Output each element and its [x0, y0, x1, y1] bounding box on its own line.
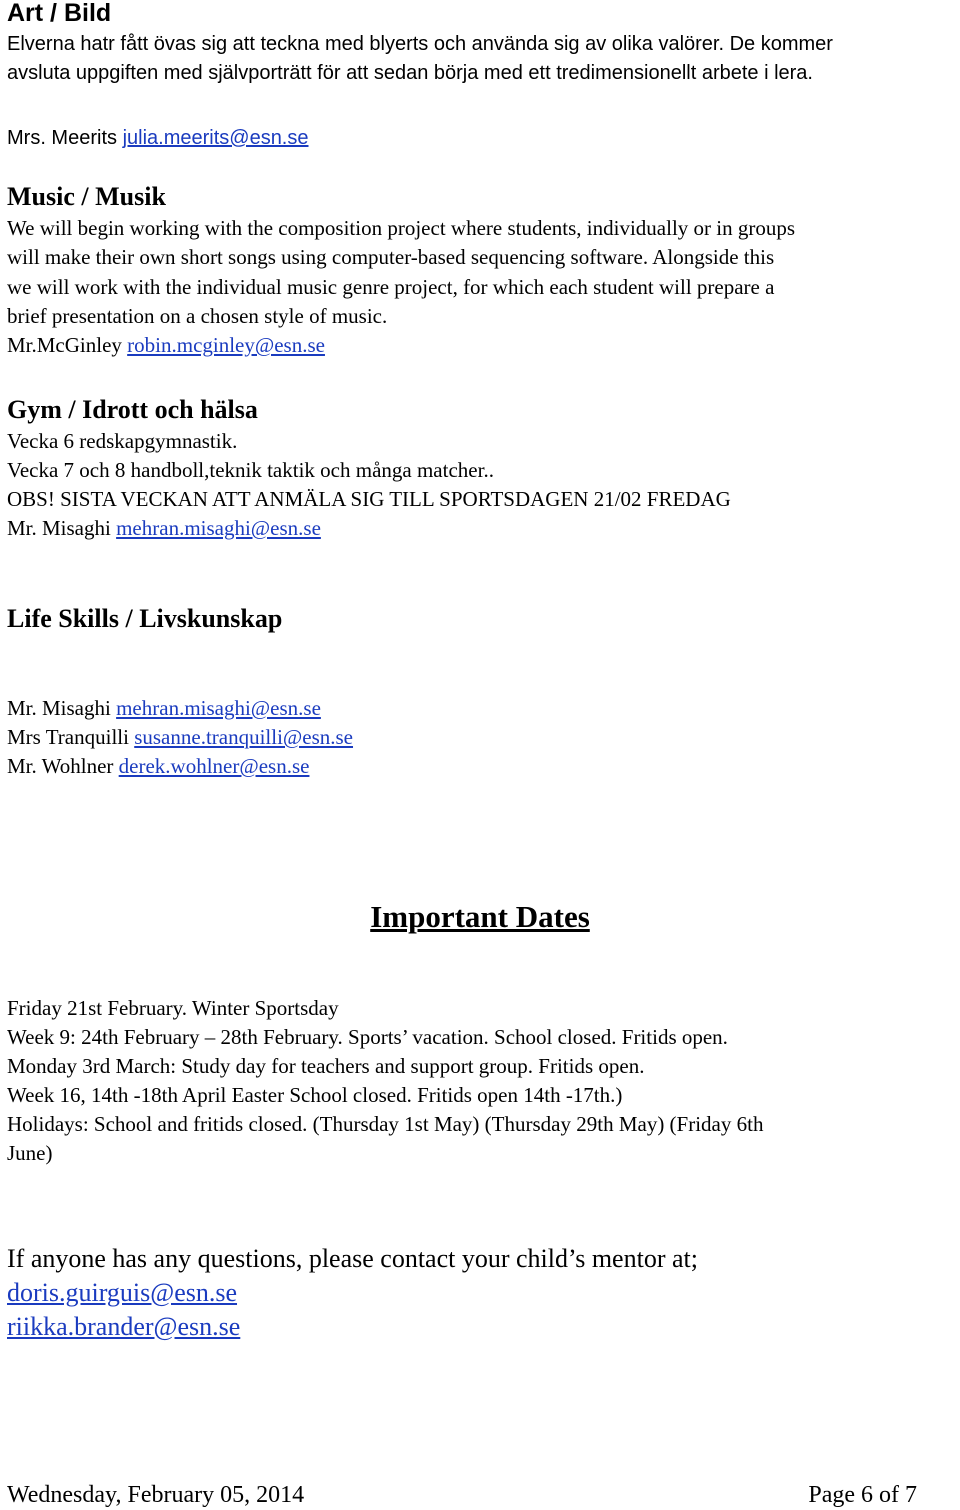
- date-line-5: Holidays: School and fritids closed. (Thursday 1st May) (Thursday 29th May) (Friday 6th: [7, 1112, 764, 1136]
- life-skills-contact-name: Mrs Tranquilli: [7, 725, 129, 749]
- gym-text-line-1: Vecka 6 redskapgymnastik.: [7, 429, 238, 453]
- mentor-email-2: [7, 1310, 240, 1344]
- footer-date: Wednesday, February 05, 2014: [7, 1482, 305, 1508]
- life-skills-contact-email-link[interactable]: mehran.misaghi@esn.se: [116, 696, 321, 720]
- art-heading: Art / Bild: [7, 0, 112, 27]
- date-line-1: Friday 21st February. Winter Sportsday: [7, 996, 339, 1020]
- art-text-line-2: avsluta uppgiften med självporträtt för att sedan börja med ett tredimensionellt arbete i lera.: [7, 62, 813, 84]
- life-skills-contact-name: Mr. Wohlner: [7, 754, 114, 778]
- important-dates-heading: Important Dates: [370, 899, 590, 934]
- mentor-email-link[interactable]: riikka.brander@esn.se: [7, 1312, 241, 1341]
- contact-text: If anyone has any questions, please contact your child’s mentor at;: [7, 1244, 698, 1273]
- music-text-line-1: We will begin working with the composition project where students, individually or in groups: [7, 216, 796, 240]
- music-text-line-4: brief presentation on a chosen style of music.: [7, 304, 388, 328]
- gym-teacher-email-link[interactable]: mehran.misaghi@esn.se: [116, 516, 321, 540]
- date-line-4: Week 16, 14th -18th April Easter School closed. Fritids open 14th -17th.): [7, 1083, 623, 1107]
- gym-contact: [7, 514, 321, 543]
- life-skills-contact-name: Mr. Misaghi: [7, 696, 111, 720]
- music-text-line-3: we will work with the individual music genre project, for which each student will prepare a: [7, 275, 775, 299]
- art-teacher-email-link[interactable]: julia.meerits@esn.se: [122, 127, 309, 149]
- gym-text-line-3: OBS! SISTA VECKAN ATT ANMÄLA SIG TILL SPORTSDAGEN 21/02 FREDAG: [7, 487, 731, 511]
- gym-text-line-2: Vecka 7 och 8 handboll,teknik taktik och många matcher..: [7, 458, 494, 482]
- art-teacher-name: Mrs. Meerits: [7, 127, 117, 149]
- music-text-line-2: will make their own short songs using computer-based sequencing software. Alongside this: [7, 245, 775, 269]
- date-line-6: June): [7, 1141, 53, 1165]
- mentor-email-link[interactable]: doris.guirguis@esn.se: [7, 1278, 238, 1307]
- date-line-3: Monday 3rd March: Study day for teachers and support group. Fritids open.: [7, 1054, 645, 1078]
- gym-heading: Gym / Idrott och hälsa: [7, 395, 258, 424]
- footer-page-number: Page 6 of 7: [808, 1482, 917, 1508]
- mentor-email-1: [7, 1276, 237, 1310]
- art-text-line-1: Elverna hatr fått övas sig att teckna med blyerts och använda sig av olika valörer. De kommer: [7, 33, 833, 55]
- life-skills-contact-email-link[interactable]: susanne.tranquilli@esn.se: [134, 725, 354, 749]
- music-heading: Music / Musik: [7, 182, 166, 211]
- life-skills-contact-3: [7, 752, 309, 781]
- life-skills-contact-email-link[interactable]: derek.wohlner@esn.se: [118, 754, 310, 778]
- life-skills-contact-2: [7, 723, 353, 752]
- life-skills-contact-1: [7, 694, 321, 723]
- life-skills-heading: Life Skills / Livskunskap: [7, 604, 283, 633]
- music-teacher-email-link[interactable]: robin.mcginley@esn.se: [127, 333, 325, 357]
- date-line-2: Week 9: 24th February – 28th February. Sports’ vacation. School closed. Fritids open.: [7, 1025, 728, 1049]
- gym-teacher-name: Mr. Misaghi: [7, 516, 111, 540]
- music-contact: [7, 331, 325, 360]
- art-contact: [7, 124, 309, 153]
- music-teacher-name: Mr.McGinley: [7, 333, 122, 357]
